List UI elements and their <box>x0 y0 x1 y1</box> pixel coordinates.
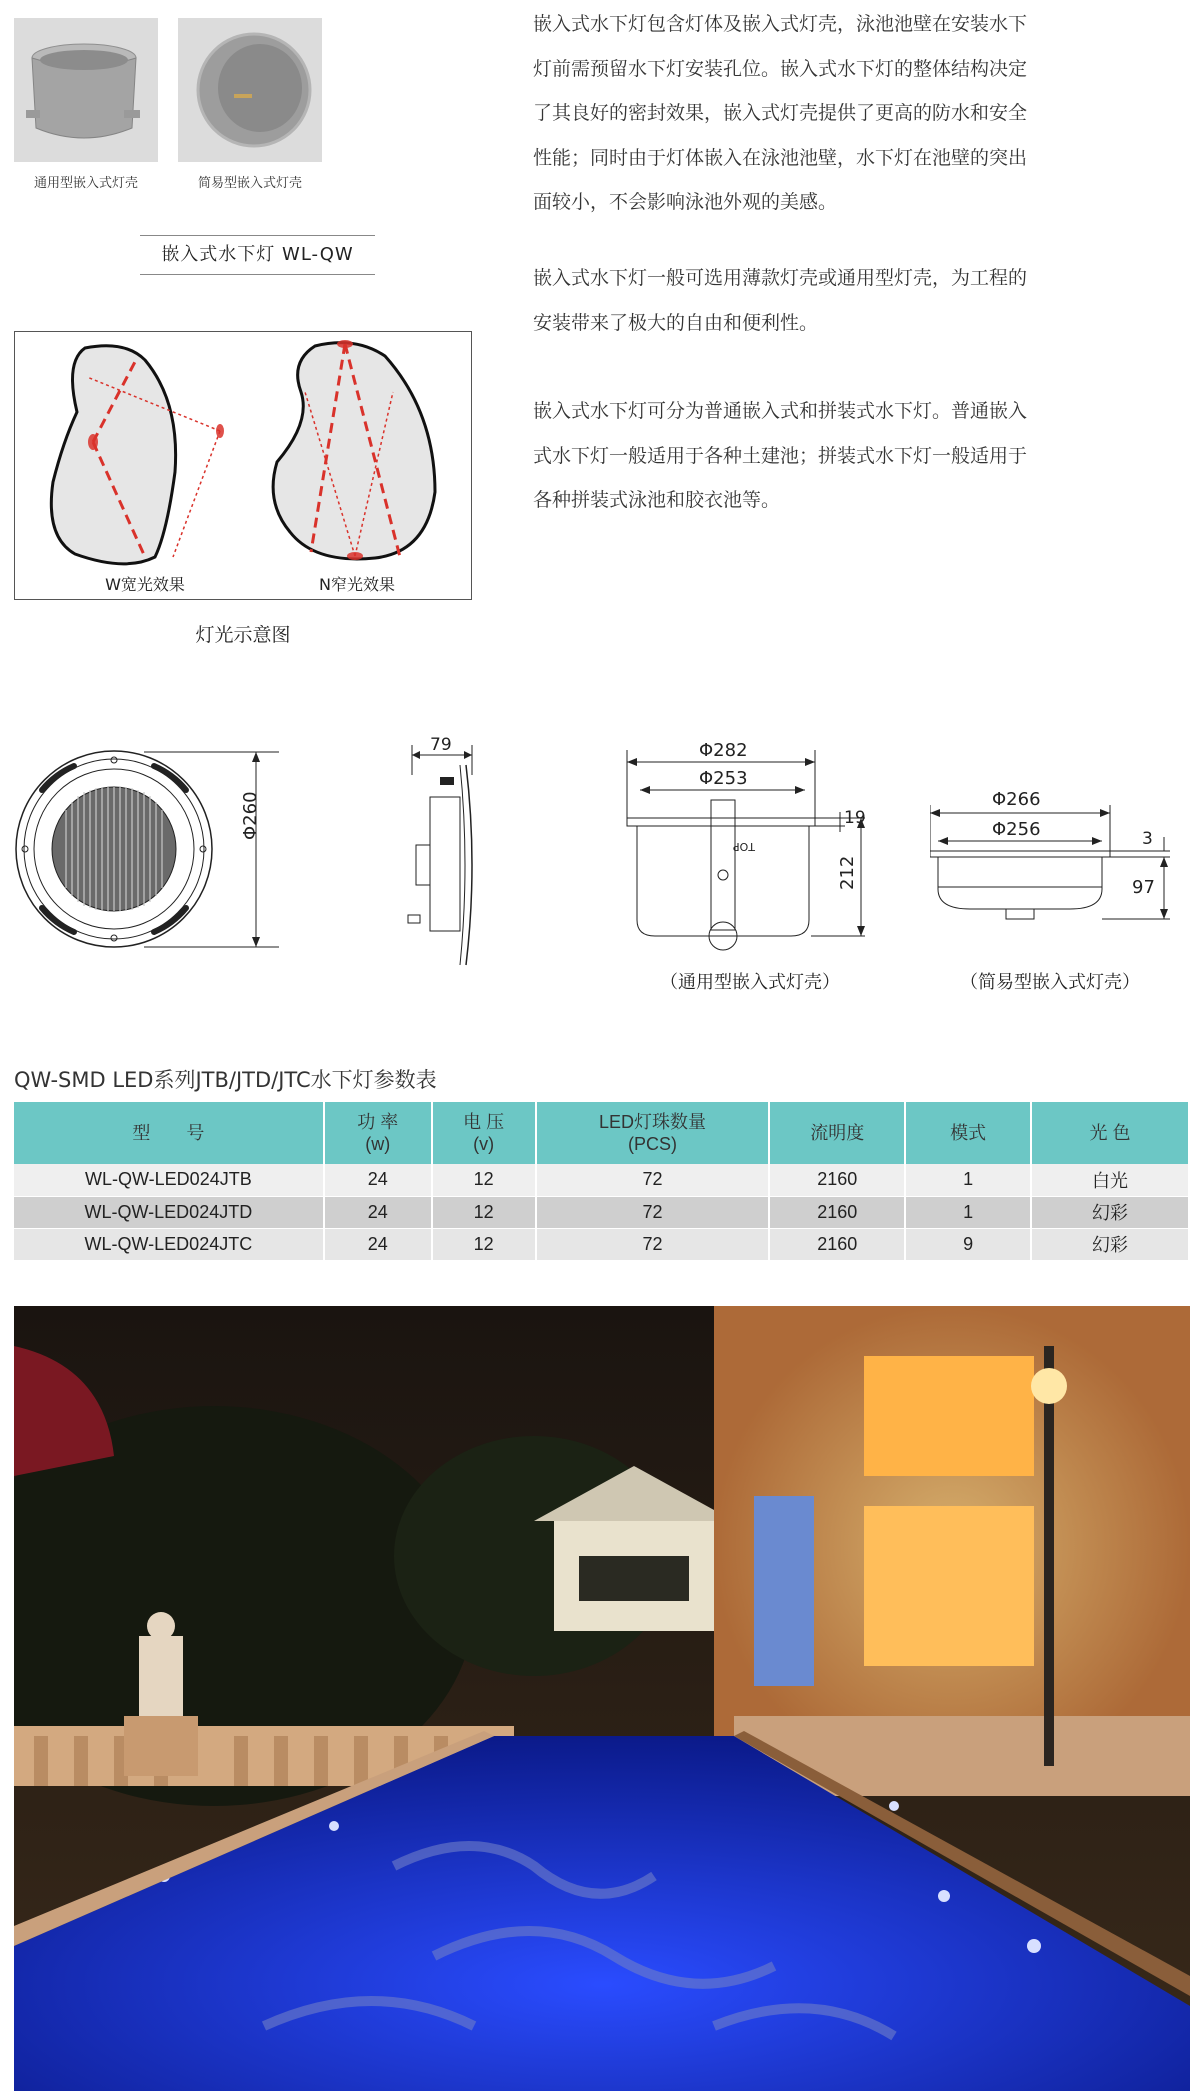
top-mark-label: TOP <box>733 840 756 853</box>
general-housing-drawing-caption: （通用型嵌入式灯壳） <box>660 972 840 993</box>
general-housing-photo <box>14 18 158 162</box>
cell-voltage: 12 <box>432 1196 536 1228</box>
intro-paragraph-3: 嵌入式水下灯可分为普通嵌入式和拼装式水下灯。普通嵌入 式水下灯一般适用于各种土建池；拼装式水下灯一般适用于 各种拼装式泳池和胶衣池等。 <box>533 400 1028 511</box>
cell-light-color: 幻彩 <box>1031 1228 1189 1260</box>
cell-light-color: 白光 <box>1031 1164 1189 1196</box>
cell-mode: 1 <box>905 1196 1031 1228</box>
general-height-label: 212 <box>837 855 858 890</box>
spec-table-title: QW-SMD LED系列JTB/JTD/JTC水下灯参数表 <box>14 1068 437 1092</box>
cell-power: 24 <box>324 1228 432 1260</box>
product-name: 嵌入式水下灯 WL-QW <box>140 235 375 275</box>
cell-model: WL-QW-LED024JTD <box>14 1196 324 1228</box>
simple-inner-dia-label: Φ256 <box>992 819 1041 840</box>
general-housing-drawing <box>615 740 875 965</box>
table-row <box>14 1164 1189 1196</box>
simple-housing-caption: 简易型嵌入式灯壳 <box>197 176 302 191</box>
wide-beam-label: W宽光效果 <box>105 575 185 594</box>
cell-voltage: 12 <box>432 1164 536 1196</box>
general-outer-dia-label: Φ282 <box>699 740 748 761</box>
spec-table <box>14 1102 1190 1261</box>
header-power: 功 率 (w) <box>324 1102 432 1164</box>
cell-lumen: 2160 <box>769 1196 905 1228</box>
simple-housing-photo <box>178 18 322 162</box>
side-depth-label: 79 <box>430 735 452 755</box>
cell-led-count: 72 <box>536 1228 770 1260</box>
header-lumen: 流明度 <box>769 1102 905 1164</box>
simple-outer-dia-label: Φ266 <box>992 789 1041 810</box>
table-row <box>14 1228 1189 1260</box>
spec-table-header <box>14 1102 1189 1164</box>
intro-paragraph-2: 嵌入式水下灯一般可选用薄款灯壳或通用型灯壳，为工程的 安装带来了极大的自由和便利性。 <box>533 267 1028 334</box>
header-led-count: LED灯珠数量 (PCS) <box>536 1102 770 1164</box>
cell-lumen: 2160 <box>769 1164 905 1196</box>
simple-flange-label: 3 <box>1142 829 1153 849</box>
cell-power: 24 <box>324 1196 432 1228</box>
cell-led-count: 72 <box>536 1164 770 1196</box>
beam-caption: 灯光示意图 <box>195 624 291 646</box>
header-mode: 模式 <box>905 1102 1031 1164</box>
narrow-beam-label: N窄光效果 <box>319 575 395 594</box>
header-voltage: 电 压 (v) <box>432 1102 536 1164</box>
header-model: 型 号 <box>14 1102 324 1164</box>
front-diameter-label: Φ260 <box>240 791 261 840</box>
cell-model: WL-QW-LED024JTB <box>14 1164 324 1196</box>
side-view-drawing <box>400 735 490 975</box>
general-housing-caption: 通用型嵌入式灯壳 <box>33 176 138 191</box>
cell-model: WL-QW-LED024JTC <box>14 1228 324 1260</box>
pool-night-photo <box>14 1306 1190 2091</box>
intro-paragraph-1: 嵌入式水下灯包含灯体及嵌入式灯壳，泳池池壁在安装水下 灯前需预留水下灯安装孔位。嵌入式水下灯的整体结构决定 了其良好的密封效果，嵌入式灯壳提供了更高的防水和安全 性能；同时由于灯体嵌入在泳池池壁，水下灯在池壁的突出 面较小，不会影响泳池外观的美感。 <box>533 13 1028 213</box>
cell-voltage: 12 <box>432 1228 536 1260</box>
cell-light-color: 幻彩 <box>1031 1196 1189 1228</box>
cell-mode: 1 <box>905 1164 1031 1196</box>
cell-lumen: 2160 <box>769 1228 905 1260</box>
header-light-color: 光 色 <box>1031 1102 1189 1164</box>
simple-housing-drawing-caption: （简易型嵌入式灯壳） <box>960 972 1140 993</box>
cell-power: 24 <box>324 1164 432 1196</box>
table-row <box>14 1196 1189 1228</box>
beam-effect-diagram <box>14 331 472 600</box>
cell-mode: 9 <box>905 1228 1031 1260</box>
general-flange-label: 19 <box>844 808 866 828</box>
cell-led-count: 72 <box>536 1196 770 1228</box>
simple-housing-drawing <box>930 785 1195 955</box>
front-view-drawing <box>14 730 304 980</box>
simple-height-label: 97 <box>1132 877 1155 898</box>
general-inner-dia-label: Φ253 <box>699 768 748 789</box>
